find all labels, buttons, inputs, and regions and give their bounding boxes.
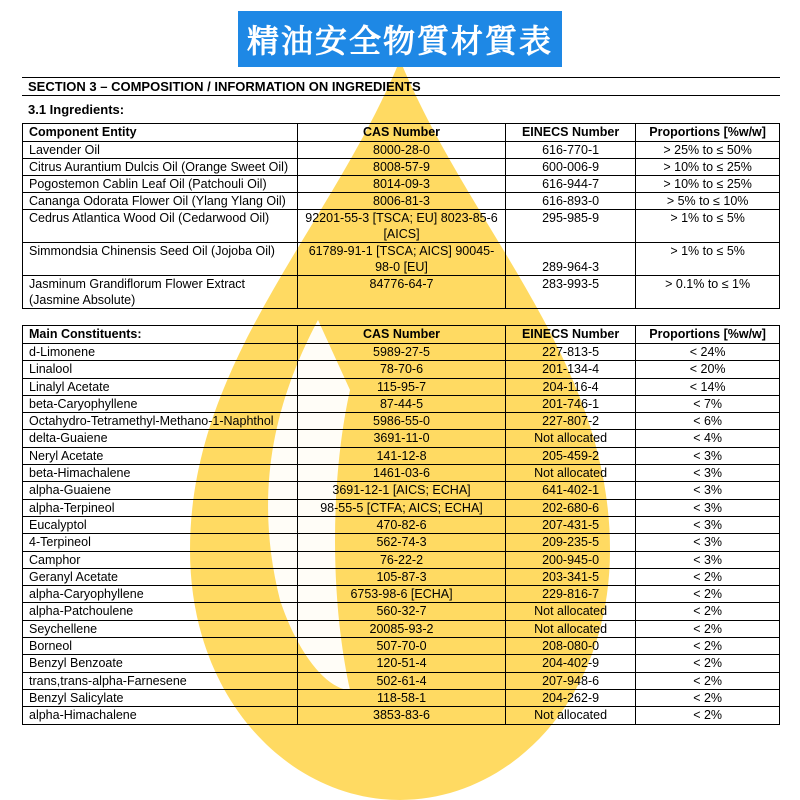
einecs-number: 207-431-5 [505, 516, 635, 533]
constituent-name: Octahydro-Tetramethyl-Methano-1-Naphthol [23, 413, 298, 430]
einecs-number: 616-770-1 [505, 142, 635, 159]
table-row [23, 568, 780, 585]
constituent-name: Borneol [23, 638, 298, 655]
constituent-name: beta-Caryophyllene [23, 395, 298, 412]
header-proportions: Proportions [%w/w] [636, 124, 780, 142]
table-row [23, 142, 780, 159]
proportion: > 0.1% to ≤ 1% [636, 276, 780, 309]
proportion: < 24% [636, 344, 780, 361]
table-row [23, 176, 780, 193]
table-header-row [23, 326, 780, 344]
einecs-number: 227-807-2 [505, 413, 635, 430]
cas-number: 76-22-2 [298, 551, 506, 568]
section-title: SECTION 3 – COMPOSITION / INFORMATION ON INGREDIENTS [22, 77, 780, 96]
table-row [23, 689, 780, 706]
cas-number: 105-87-3 [298, 568, 506, 585]
constituent-name: alpha-Himachalene [23, 707, 298, 724]
table-row [23, 672, 780, 689]
constituent-name: Benzyl Benzoate [23, 655, 298, 672]
cas-number: 8014-09-3 [298, 176, 506, 193]
cas-number: 141-12-8 [298, 447, 506, 464]
cas-number: 118-58-1 [298, 689, 506, 706]
constituent-name: trans,trans-alpha-Farnesene [23, 672, 298, 689]
einecs-number: 204-116-4 [505, 378, 635, 395]
proportion: < 3% [636, 551, 780, 568]
table-row [23, 193, 780, 210]
einecs-number: 208-080-0 [505, 638, 635, 655]
einecs-number: Not allocated [505, 430, 635, 447]
proportion: < 2% [636, 620, 780, 637]
component-name: Cananga Odorata Flower Oil (Ylang Ylang Oil) [23, 193, 298, 210]
constituent-name: beta-Himachalene [23, 465, 298, 482]
table-row [23, 210, 780, 243]
table-row [23, 413, 780, 430]
proportion: < 2% [636, 586, 780, 603]
cas-number: 5986-55-0 [298, 413, 506, 430]
constituent-name: d-Limonene [23, 344, 298, 361]
header-einecs: EINECS Number [505, 124, 635, 142]
constituent-name: Linalyl Acetate [23, 378, 298, 395]
proportion: > 1% to ≤ 5% [636, 210, 780, 243]
table-row [23, 620, 780, 637]
table-row [23, 447, 780, 464]
einecs-number: Not allocated [505, 603, 635, 620]
component-name: Simmondsia Chinensis Seed Oil (Jojoba Oil) [23, 243, 298, 276]
proportion: < 3% [636, 534, 780, 551]
einecs-number: Not allocated [505, 620, 635, 637]
table-row [23, 499, 780, 516]
proportion: < 20% [636, 361, 780, 378]
einecs-number: 616-944-7 [505, 176, 635, 193]
header-constituents: Main Constituents: [23, 326, 298, 344]
cas-number: 3691-12-1 [AICS; ECHA] [298, 482, 506, 499]
constituent-name: Benzyl Salicylate [23, 689, 298, 706]
table-row [23, 276, 780, 309]
cas-number: 87-44-5 [298, 395, 506, 412]
table-row [23, 655, 780, 672]
proportion: < 14% [636, 378, 780, 395]
proportion: > 10% to ≤ 25% [636, 159, 780, 176]
einecs-number: 204-262-9 [505, 689, 635, 706]
cas-number: 98-55-5 [CTFA; AICS; ECHA] [298, 499, 506, 516]
component-name: Pogostemon Cablin Leaf Oil (Patchouli Oil) [23, 176, 298, 193]
proportion: < 2% [636, 655, 780, 672]
cas-number: 92201-55-3 [TSCA; EU] 8023-85-6 [AICS] [298, 210, 506, 243]
table-row [23, 638, 780, 655]
einecs-number: Not allocated [505, 707, 635, 724]
constituent-name: Camphor [23, 551, 298, 568]
table-row [23, 482, 780, 499]
ingredients-table [22, 123, 780, 309]
table-row [23, 430, 780, 447]
einecs-number: 204-402-9 [505, 655, 635, 672]
table-row [23, 344, 780, 361]
cas-number: 502-61-4 [298, 672, 506, 689]
proportion: < 2% [636, 672, 780, 689]
header-proportions: Proportions [%w/w] [636, 326, 780, 344]
proportion: > 5% to ≤ 10% [636, 193, 780, 210]
cas-number: 3853-83-6 [298, 707, 506, 724]
cas-number: 507-70-0 [298, 638, 506, 655]
constituent-name: Geranyl Acetate [23, 568, 298, 585]
proportion: < 7% [636, 395, 780, 412]
cas-number: 562-74-3 [298, 534, 506, 551]
einecs-number: 205-459-2 [505, 447, 635, 464]
proportion: < 3% [636, 447, 780, 464]
cas-number: 20085-93-2 [298, 620, 506, 637]
table-row [23, 707, 780, 724]
einecs-number: 600-006-9 [505, 159, 635, 176]
header-component: Component Entity [23, 124, 298, 142]
cas-number: 78-70-6 [298, 361, 506, 378]
einecs-number: 200-945-0 [505, 551, 635, 568]
constituent-name: alpha-Guaiene [23, 482, 298, 499]
einecs-number: 283-993-5 [505, 276, 635, 309]
component-name: Cedrus Atlantica Wood Oil (Cedarwood Oil) [23, 210, 298, 243]
header-cas: CAS Number [298, 326, 506, 344]
einecs-number: 227-813-5 [505, 344, 635, 361]
constituent-name: 4-Terpineol [23, 534, 298, 551]
proportion: < 2% [636, 638, 780, 655]
header-einecs: EINECS Number [505, 326, 635, 344]
einecs-number: 202-680-6 [505, 499, 635, 516]
constituents-table [22, 325, 780, 725]
table-row [23, 534, 780, 551]
cas-number: 560-32-7 [298, 603, 506, 620]
einecs-number: Not allocated [505, 465, 635, 482]
einecs-number: 289-964-3 [505, 243, 635, 276]
table-row [23, 361, 780, 378]
proportion: > 1% to ≤ 5% [636, 243, 780, 276]
proportion: < 4% [636, 430, 780, 447]
table-row [23, 243, 780, 276]
constituent-name: Seychellene [23, 620, 298, 637]
constituent-name: Eucalyptol [23, 516, 298, 533]
einecs-number: 203-341-5 [505, 568, 635, 585]
proportion: < 3% [636, 482, 780, 499]
cas-number: 1461-03-6 [298, 465, 506, 482]
einecs-number: 616-893-0 [505, 193, 635, 210]
table-row [23, 465, 780, 482]
component-name: Citrus Aurantium Dulcis Oil (Orange Sweet Oil) [23, 159, 298, 176]
cas-number: 5989-27-5 [298, 344, 506, 361]
constituent-name: alpha-Patchoulene [23, 603, 298, 620]
component-name: Jasminum Grandiflorum Flower Extract (Jasmine Absolute) [23, 276, 298, 309]
cas-number: 120-51-4 [298, 655, 506, 672]
table-header-row [23, 124, 780, 142]
cas-number: 8000-28-0 [298, 142, 506, 159]
proportion: < 6% [636, 413, 780, 430]
constituent-name: Neryl Acetate [23, 447, 298, 464]
proportion: > 10% to ≤ 25% [636, 176, 780, 193]
banner-title: 精油安全物質材質表 [238, 11, 562, 67]
constituent-name: Linalool [23, 361, 298, 378]
einecs-number: 207-948-6 [505, 672, 635, 689]
table-row [23, 603, 780, 620]
cas-number: 8006-81-3 [298, 193, 506, 210]
constituent-name: alpha-Terpineol [23, 499, 298, 516]
document-body [22, 77, 780, 725]
cas-number: 6753-98-6 [ECHA] [298, 586, 506, 603]
component-name: Lavender Oil [23, 142, 298, 159]
proportion: < 2% [636, 603, 780, 620]
table-row [23, 516, 780, 533]
proportion: < 3% [636, 516, 780, 533]
subsection-title: 3.1 Ingredients: [28, 102, 125, 117]
constituent-name: alpha-Caryophyllene [23, 586, 298, 603]
einecs-number: 209-235-5 [505, 534, 635, 551]
table-row [23, 586, 780, 603]
header-cas: CAS Number [298, 124, 506, 142]
proportion: < 2% [636, 689, 780, 706]
einecs-number: 641-402-1 [505, 482, 635, 499]
table-row [23, 159, 780, 176]
einecs-number: 229-816-7 [505, 586, 635, 603]
proportion: < 3% [636, 465, 780, 482]
einecs-number: 201-134-4 [505, 361, 635, 378]
table-row [23, 551, 780, 568]
proportion: > 25% to ≤ 50% [636, 142, 780, 159]
constituent-name: delta-Guaiene [23, 430, 298, 447]
cas-number: 84776-64-7 [298, 276, 506, 309]
table-row [23, 395, 780, 412]
cas-number: 61789-91-1 [TSCA; AICS] 90045-98-0 [EU] [298, 243, 506, 276]
proportion: < 2% [636, 707, 780, 724]
proportion: < 2% [636, 568, 780, 585]
cas-number: 115-95-7 [298, 378, 506, 395]
einecs-number: 201-746-1 [505, 395, 635, 412]
proportion: < 3% [636, 499, 780, 516]
einecs-number: 295-985-9 [505, 210, 635, 243]
cas-number: 3691-11-0 [298, 430, 506, 447]
cas-number: 8008-57-9 [298, 159, 506, 176]
cas-number: 470-82-6 [298, 516, 506, 533]
table-row [23, 378, 780, 395]
